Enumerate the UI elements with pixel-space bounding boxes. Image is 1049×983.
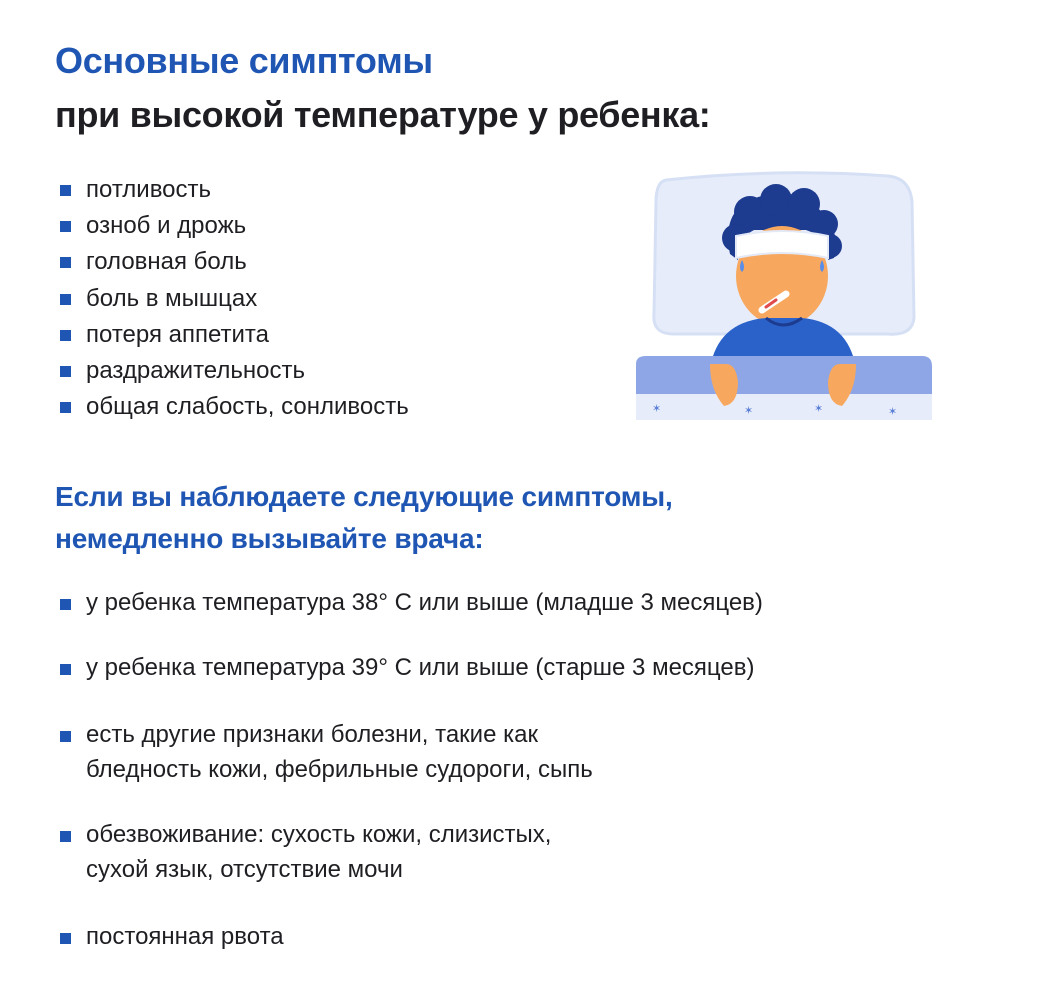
- list-item: [58, 281, 409, 317]
- reason-text: у ребенка температура 39° С или выше (старше 3 месяцев): [86, 654, 755, 681]
- list-item: [58, 317, 409, 353]
- list-item: [58, 717, 763, 787]
- symptom-text: потеря аппетита: [86, 320, 269, 348]
- svg-text:✶: ✶: [744, 404, 754, 417]
- list-item: [58, 817, 763, 887]
- list-item: [58, 585, 763, 620]
- square-bullet-icon: [60, 330, 71, 341]
- symptoms-list: [58, 172, 409, 425]
- call-doctor-heading: [55, 476, 673, 560]
- reason-text: у ребенка температура 38° С или выше (младше 3 месяцев): [86, 589, 763, 616]
- symptom-text: общая слабость, сонливость: [86, 393, 409, 421]
- list-item: [58, 172, 409, 208]
- list-item: [58, 389, 409, 425]
- reason-text-continued: сухой язык, отсутствие мочи: [86, 856, 403, 883]
- call-doctor-heading-line2: немедленно вызывайте врача:: [55, 523, 484, 554]
- square-bullet-icon: [60, 185, 71, 196]
- square-bullet-icon: [60, 221, 71, 232]
- symptom-text: боль в мышцах: [86, 284, 258, 312]
- reason-text: обезвоживание: сухость кожи, слизистых,: [86, 821, 552, 848]
- call-doctor-heading-line1: Если вы наблюдаете следующие симптомы,: [55, 481, 673, 512]
- symptom-text: раздражительность: [86, 356, 305, 384]
- square-bullet-icon: [60, 664, 71, 675]
- list-item: [58, 650, 763, 685]
- square-bullet-icon: [60, 402, 71, 413]
- square-bullet-icon: [60, 294, 71, 305]
- svg-text:✶: ✶: [888, 405, 898, 418]
- svg-text:✶: ✶: [652, 402, 662, 415]
- page-title-line1: Основные симптомы: [55, 40, 433, 81]
- reason-text: постоянная рвота: [86, 923, 284, 950]
- symptom-text: головная боль: [86, 248, 247, 276]
- symptom-text: потливость: [86, 176, 212, 203]
- square-bullet-icon: [60, 599, 71, 610]
- svg-text:✶: ✶: [814, 402, 824, 415]
- square-bullet-icon: [60, 731, 71, 742]
- square-bullet-icon: [60, 933, 71, 944]
- symptom-text: озноб и дрожь: [86, 212, 247, 240]
- square-bullet-icon: [60, 366, 71, 377]
- reason-text: есть другие признаки болезни, такие как: [86, 721, 538, 748]
- sick-child-in-bed-icon: [626, 168, 936, 428]
- list-item: [58, 208, 409, 244]
- list-item: [58, 244, 409, 280]
- call-doctor-list: [58, 585, 763, 954]
- square-bullet-icon: [60, 257, 71, 268]
- reason-text-continued: бледность кожи, фебрильные судороги, сыпь: [86, 756, 593, 783]
- page-title-line2: при высокой температуре у ребенка:: [55, 94, 711, 135]
- list-item: [58, 919, 763, 954]
- square-bullet-icon: [60, 831, 71, 842]
- list-item: [58, 353, 409, 389]
